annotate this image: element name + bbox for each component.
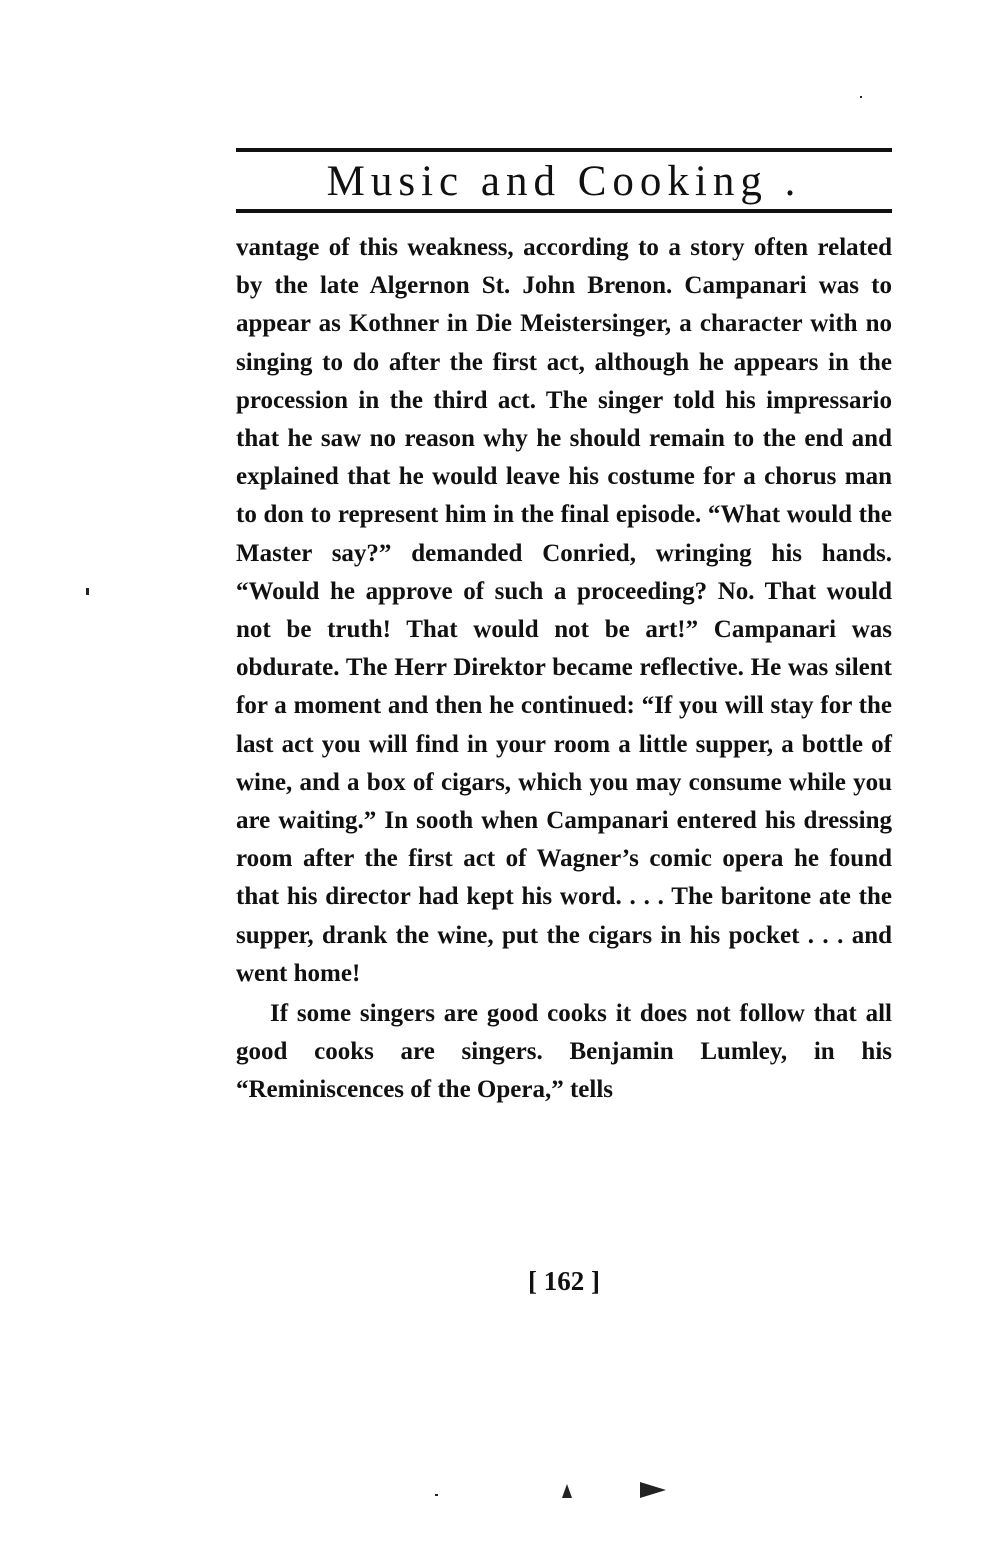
- header-rule-bottom: [236, 209, 892, 213]
- scan-mark: [562, 1484, 572, 1498]
- scan-mark: [640, 1482, 666, 1498]
- page-number: [ 162 ]: [528, 1266, 600, 1296]
- running-head: Music and Cooking .: [326, 158, 802, 205]
- paragraph-1: vantage of this weakness, according to a story often related by the late Algernon St. John Brenon. Campanari was to appear as Kothner in Die Meistersinger, a character with no singing to do after the first act, although he appears in the procession in the third act. The singer told his impressario that he saw no reason why he should remain to the end and explained that he would leave his costume for a chorus man to don to represent him in the final episode. “What would the Master say?” demanded Conried, wringing his hands. “Would he approve of such a proceeding? No. That would not be truth! That would not be art!” Campanari was obdurate. The Herr Direktor became reflective. He was silent for a moment and then he continued: “If you will stay for the last act you will find in your room a little supper, a bottle of wine, and a box of cigars, which you may consume while you are waiting.” In sooth when Campanari entered his dressing room after the first act of Wagner’s comic opera he found that his director had kept his word. . . . The baritone ate the supper, drank the wine, put the cigars in his pocket . . . and went home!: [236, 234, 892, 987]
- scan-speck: [86, 588, 89, 595]
- scan-speck: [860, 96, 862, 98]
- paragraph-2: If some singers are good cooks it does not follow that all good cooks are singers. Benjamin Lumley, in his “Reminiscences of the Opera,” tells: [236, 1000, 892, 1104]
- scan-speck: [435, 1494, 438, 1496]
- header-rule-top: [236, 148, 892, 152]
- body-text: [236, 229, 892, 1110]
